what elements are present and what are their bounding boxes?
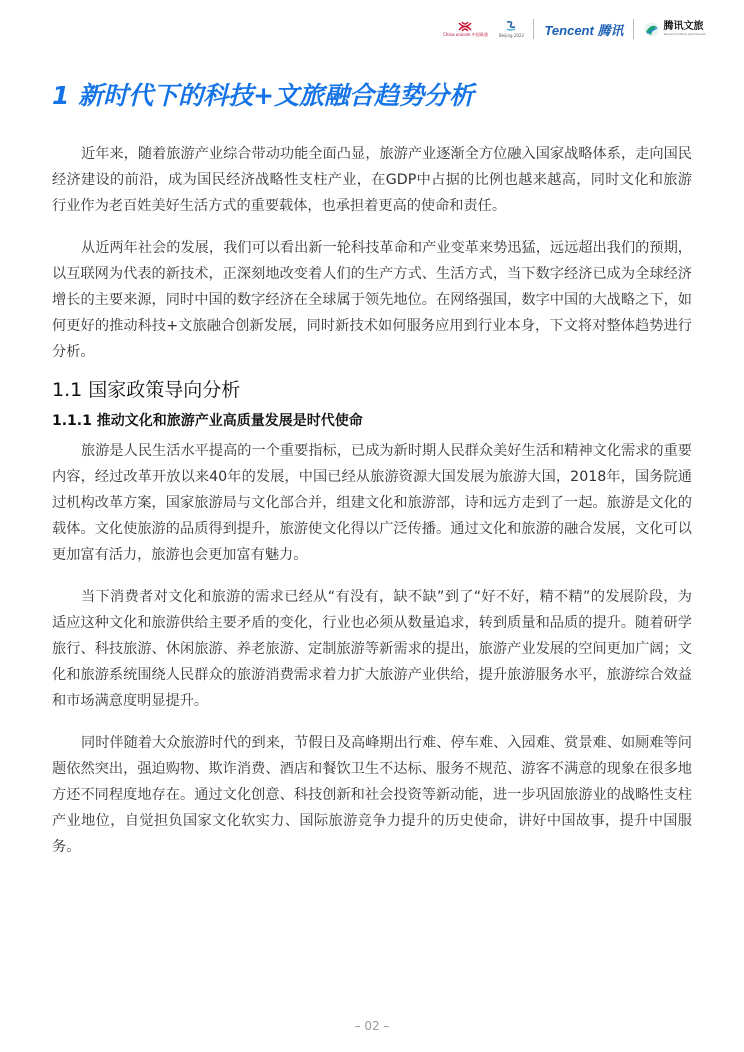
tencent-culture-logo bbox=[644, 21, 706, 37]
header-divider bbox=[633, 19, 634, 39]
paragraph: 当下消费者对文化和旅游的需求已经从“有没有，缺不缺”到了“好不好，精不精”的发展阶段，为适应这种文化和旅游供给主要矛盾的变化，行业也必须从数量追求，转到质量和品质的提升。随着研学旅行、科技旅游、休闲旅游、养老旅游、定制旅游等新需求的提出，旅游产业发展的空间更加广阔；文化和旅游系统围绕人民群众的旅游消费需求着力扩大旅游产业供给，提升旅游服务水平，旅游综合效益和市场满意度明显提升。 bbox=[52, 588, 692, 710]
paragraph: 旅游是人民生活水平提高的一个重要指标，已成为新时期人民群众美好生活和精神文化需求的重要内容，经过改革开放以来40年的发展，中国已经从旅游资源大国发展为旅游大国，2018年，国务院通过机构改革方案，国家旅游局与文化部合并，组建文化和旅游部，诗和远方走到了一起。旅游是文化的载体。文化使旅游的品质得到提升，旅游使文化得以广泛传播。通过文化和旅游的融合发展，文化可以更加富有活力，旅游也会更加富有魅力。 bbox=[52, 442, 692, 564]
china-unicom-logo bbox=[441, 21, 489, 38]
tencent-culture-mark-icon bbox=[644, 22, 659, 37]
beijing-2022-logo bbox=[499, 19, 523, 39]
paragraph: 同时伴随着大众旅游时代的到来，节假日及高峰期出行难、停车难、入园难、赏景难、如厕难等问题依然突出，强迫购物、欺诈消费、酒店和餐饮卫生不达标、服务不规范、游客不满意的现象在很多地方还不同程度地存在。通过文化创意、科技创新和社会投资等新动能，进一步巩固旅游业的战略性支柱产业地位，自觉担负国家文化软实力、国际旅游竞争力提升的历史使命，讲好中国故事，提升中国服务。 bbox=[52, 734, 692, 856]
tencent-logo: Tencent 腾讯 bbox=[544, 22, 624, 38]
paragraph: 从近两年社会的发展，我们可以看出新一轮科技革命和产业变革来势迅猛，远远超出我们的预期，以互联网为代表的新技术，正深刻地改变着人们的生产方式、生活方式，当下数字经济已成为全球经济增长的主要来源，同时中国的数字经济在全球属于领先地位。在网络强国，数字中国的大战略之下，如何更好的推动科技+文旅融合创新发展，同时新技术如何服务应用到行业本身，下文将对整体趋势进行分析。 bbox=[52, 239, 692, 361]
tencent-culture-caption: Tencent Culture and tourism bbox=[663, 32, 706, 36]
page-header bbox=[441, 14, 706, 44]
section-title: 1 新时代下的科技+文旅融合趋势分析 bbox=[52, 81, 475, 110]
subsection-title: 1.1 国家政策导向分析 bbox=[52, 378, 241, 401]
header-divider bbox=[533, 19, 534, 39]
subsubsection-title: 1.1.1 推动文化和旅游产业高质量发展是时代使命 bbox=[52, 412, 363, 429]
olympic-caption: Beijing 2022 bbox=[498, 33, 525, 38]
unicom-knot-icon bbox=[457, 21, 473, 32]
page-number: – 02 – bbox=[354, 1019, 390, 1033]
paragraph: 近年来，随着旅游产业综合带动功能全面凸显，旅游产业逐渐全方位融入国家战略体系，走向国民经济建设的前沿，成为国民经济战略性支柱产业，在GDP中占据的比例也越来越高，同时文化和旅游行业作为老百姓美好生活方式的重要载体，也承担着更高的使命和责任。 bbox=[52, 146, 692, 215]
olympic-emblem-icon bbox=[504, 19, 518, 33]
page-content bbox=[52, 74, 692, 861]
tencent-culture-name: 腾讯文旅 bbox=[663, 21, 704, 32]
unicom-caption: China unicom 中国联通 bbox=[443, 31, 488, 37]
